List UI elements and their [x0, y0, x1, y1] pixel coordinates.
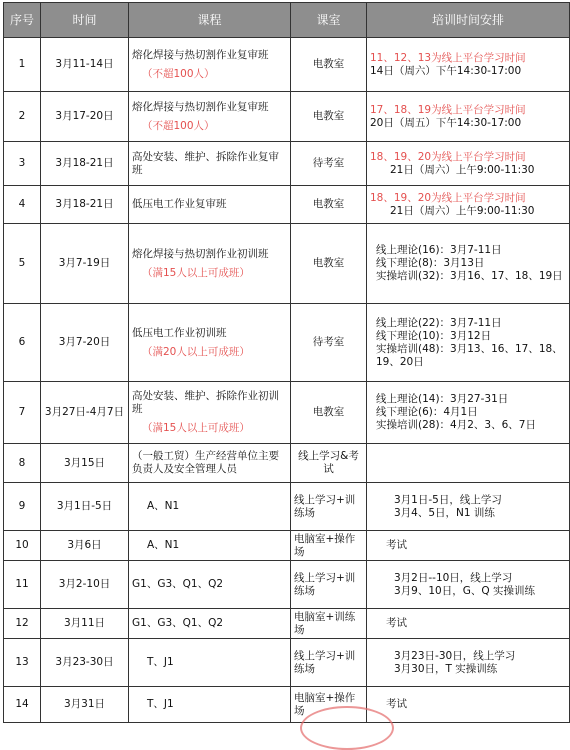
row-schedule: [367, 444, 570, 483]
schedule-line: 线下理论(6)：4月1日: [376, 406, 478, 418]
row-room: 待考室: [291, 304, 367, 382]
course-name: G1、G3、Q1、Q2: [132, 578, 224, 590]
row-time: 3月17-20日: [41, 92, 129, 142]
schedule-line: 线上理论(16)：3月7-11日: [376, 244, 502, 256]
course-note: （满15人以上可成班）: [142, 422, 250, 434]
course-name: T、J1: [147, 698, 174, 710]
schedule-line: 3月9、10日，G、Q 实操训练: [394, 584, 535, 597]
row-room: 线上学习&考试: [291, 444, 367, 483]
table-row: [4, 92, 570, 142]
row-time: 3月31日: [41, 687, 129, 723]
row-course: [129, 382, 291, 444]
schedule-line: 3月23日-30日，线上学习: [394, 649, 516, 662]
row-schedule: [367, 142, 570, 186]
row-room: 线上学习+训练场: [291, 639, 367, 687]
red-seal-stamp: [300, 706, 394, 750]
row-number: 10: [4, 531, 41, 561]
course-name: 熔化焊接与热切割作业复审班: [132, 100, 269, 113]
row-course: [129, 142, 291, 186]
schedule-line: 21日（周六）上午9:00-11:30: [390, 204, 535, 217]
course-name: 高处安装、维护、拆除作业复审班: [132, 150, 279, 176]
table-row: [4, 609, 570, 639]
row-time: 3月11-14日: [41, 38, 129, 92]
header-time: 时间: [41, 3, 129, 38]
schedule-line: 18、19、20为线上平台学习时间: [370, 191, 526, 204]
course-name: 熔化焊接与热切割作业复审班: [132, 48, 269, 61]
schedule-line: 3月30日，T 实操训练: [394, 662, 498, 675]
row-schedule: [367, 483, 570, 531]
schedule-line: 3月4、5日，N1 训练: [394, 506, 495, 519]
training-schedule-table: [3, 2, 570, 723]
row-time: 3月18-21日: [41, 186, 129, 224]
course-name: T、J1: [147, 656, 174, 668]
row-number: 3: [4, 142, 41, 186]
schedule-line: 14日（周六）下午14:30-17:00: [370, 64, 522, 77]
schedule-line: 3月1日-5日，线上学习: [394, 493, 502, 506]
header-no: 序号: [4, 3, 41, 38]
table-row: [4, 531, 570, 561]
table-row: [4, 561, 570, 609]
row-time: 3月27日-4月7日: [41, 382, 129, 444]
course-name: G1、G3、Q1、Q2: [132, 617, 224, 629]
row-number: 8: [4, 444, 41, 483]
row-schedule: [367, 609, 570, 639]
row-room: 电脑室+训练场: [291, 609, 367, 639]
row-time: 3月1日-5日: [41, 483, 129, 531]
row-room: 电教室: [291, 92, 367, 142]
row-number: 11: [4, 561, 41, 609]
table-row: [4, 687, 570, 723]
row-number: 9: [4, 483, 41, 531]
row-schedule: [367, 224, 570, 304]
schedule-line: 11、12、13为线上平台学习时间: [370, 51, 526, 64]
row-course: [129, 609, 291, 639]
row-schedule: [367, 687, 570, 723]
row-course: [129, 561, 291, 609]
row-schedule: [367, 186, 570, 224]
schedule-line: 考试: [386, 617, 407, 629]
row-room: 电脑室+操作场: [291, 531, 367, 561]
row-course: [129, 38, 291, 92]
row-time: 3月2-10日: [41, 561, 129, 609]
row-room: 待考室: [291, 142, 367, 186]
row-number: 13: [4, 639, 41, 687]
course-name: （一般工贸）生产经营单位主要负责人及安全管理人员: [132, 450, 279, 475]
table-row: [4, 186, 570, 224]
schedule-line: 17、18、19为线上平台学习时间: [370, 103, 526, 116]
schedule-line: 3月2日--10日，线上学习: [394, 571, 513, 584]
row-course: [129, 687, 291, 723]
course-name: 高处安装、维护、拆除作业初训班: [132, 390, 279, 415]
schedule-line: 线上理论(22)：3月7-11日: [376, 316, 502, 329]
row-course: [129, 531, 291, 561]
row-time: 3月6日: [41, 531, 129, 561]
schedule-line: 18、19、20为线上平台学习时间: [370, 150, 526, 163]
course-name: A、N1: [147, 539, 180, 551]
schedule-line: 实操培训(32)：3月16、17、18、19日: [376, 270, 563, 282]
row-schedule: [367, 38, 570, 92]
row-schedule: [367, 382, 570, 444]
row-number: 14: [4, 687, 41, 723]
row-room: 电教室: [291, 186, 367, 224]
row-course: [129, 224, 291, 304]
row-course: [129, 186, 291, 224]
row-room: 电教室: [291, 224, 367, 304]
schedule-line: 考试: [386, 539, 407, 551]
course-name: A、N1: [147, 500, 180, 512]
course-note: （满15人以上可成班）: [142, 266, 250, 279]
header-row: [4, 3, 570, 38]
row-number: 2: [4, 92, 41, 142]
row-room: 电教室: [291, 382, 367, 444]
course-note: （满20人以上可成班）: [142, 345, 250, 358]
row-number: 6: [4, 304, 41, 382]
schedule-line: 21日（周六）上午9:00-11:30: [390, 163, 535, 176]
row-course: [129, 639, 291, 687]
row-schedule: [367, 92, 570, 142]
table-row: [4, 483, 570, 531]
header-course: 课程: [129, 3, 291, 38]
row-number: 4: [4, 186, 41, 224]
schedule-line: 考试: [386, 698, 407, 710]
table-row: [4, 38, 570, 92]
row-time: 3月7-19日: [41, 224, 129, 304]
row-course: [129, 483, 291, 531]
row-time: 3月18-21日: [41, 142, 129, 186]
schedule-line: 20日（周五）下午14:30-17:00: [370, 116, 522, 129]
row-course: [129, 304, 291, 382]
schedule-line: 线下理论(8)：3月13日: [376, 257, 485, 269]
row-schedule: [367, 304, 570, 382]
row-time: 3月23-30日: [41, 639, 129, 687]
row-schedule: [367, 639, 570, 687]
row-room: 电教室: [291, 38, 367, 92]
row-time: 3月11日: [41, 609, 129, 639]
header-schedule: 培训时间安排: [367, 3, 570, 38]
table-row: [4, 444, 570, 483]
table-row: [4, 304, 570, 382]
schedule-line: 实操培训(48)：3月13、16、17、18、19、20日: [376, 342, 563, 368]
course-name: 熔化焊接与热切割作业初训班: [132, 247, 269, 260]
schedule-line: 线下理论(10)：3月12日: [376, 329, 492, 342]
course-name: 低压电工作业初训班: [132, 326, 227, 339]
row-room: 线上学习+训练场: [291, 561, 367, 609]
row-course: [129, 92, 291, 142]
row-time: 3月15日: [41, 444, 129, 483]
course-note: （不超100人）: [142, 67, 215, 80]
row-room: 线上学习+训练场: [291, 483, 367, 531]
row-number: 5: [4, 224, 41, 304]
schedule-line: 实操培训(28)：4月2、3、6、7日: [376, 419, 536, 431]
course-note: （不超100人）: [142, 119, 215, 132]
schedule-line: 线上理论(14)：3月27-31日: [376, 393, 509, 405]
row-schedule: [367, 561, 570, 609]
table-row: [4, 142, 570, 186]
row-number: 12: [4, 609, 41, 639]
table-row: [4, 639, 570, 687]
table-row: [4, 224, 570, 304]
row-time: 3月7-20日: [41, 304, 129, 382]
course-name: 低压电工作业复审班: [132, 198, 227, 210]
row-course: [129, 444, 291, 483]
row-schedule: [367, 531, 570, 561]
header-room: 课室: [291, 3, 367, 38]
row-number: 7: [4, 382, 41, 444]
row-number: 1: [4, 38, 41, 92]
row-room: 电脑室+操作场: [291, 687, 367, 723]
table-row: [4, 382, 570, 444]
